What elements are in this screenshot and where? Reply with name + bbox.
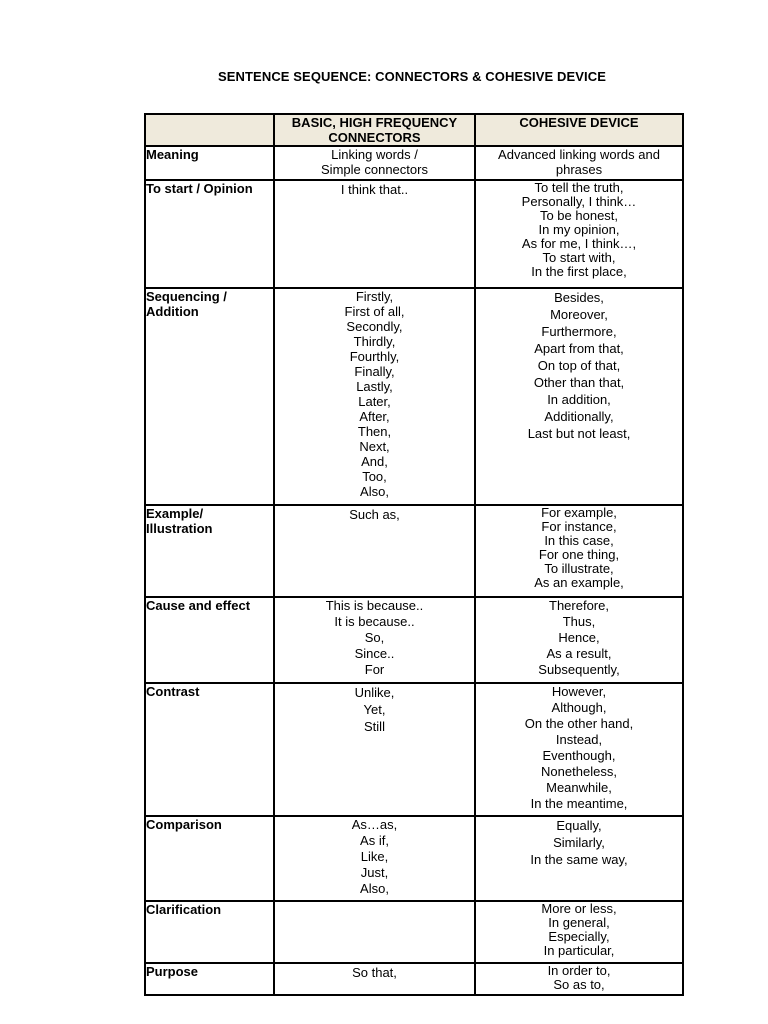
- cohesive-item: In order to,: [547, 963, 611, 978]
- cohesive-item: On the other hand,: [524, 716, 634, 731]
- cohesive-item: Furthermore,: [541, 324, 617, 339]
- cohesive-item: Especially,: [548, 929, 610, 944]
- cohesive-item: As for me, I think…,: [521, 236, 637, 251]
- connector-item: Simple connectors: [321, 162, 428, 177]
- table-row: [145, 597, 683, 683]
- table-row: [145, 146, 683, 180]
- cohesive-item: Thus,: [562, 614, 596, 629]
- category-text: Cause and effect: [146, 598, 251, 613]
- cohesive-item: Similarly,: [553, 835, 605, 850]
- cohesive-item: In general,: [548, 915, 610, 930]
- connector-item: Linking words /: [331, 147, 418, 162]
- connector-item: Also,: [360, 484, 389, 499]
- cohesive-item: Besides,: [554, 290, 604, 305]
- category-text: Contrast: [146, 684, 200, 699]
- connector-item: First of all,: [344, 304, 405, 319]
- connector-item: Unlike,: [354, 685, 395, 700]
- connector-item: For: [364, 662, 385, 677]
- basic-connectors-cell: [274, 901, 475, 963]
- row-category-label: [145, 146, 274, 180]
- cohesive-item: In addition,: [547, 392, 611, 407]
- header-line: CONNECTORS: [328, 130, 421, 145]
- category-text: Purpose: [146, 964, 199, 979]
- connector-item: Then,: [357, 424, 392, 439]
- cohesive-item: As an example,: [534, 575, 624, 590]
- connector-item: I think that..: [340, 182, 409, 197]
- basic-connectors-cell: [274, 180, 475, 288]
- connector-item: Too,: [362, 469, 387, 484]
- cohesive-item: Equally,: [556, 818, 602, 833]
- category-text: To start / Opinion: [146, 181, 253, 196]
- category-text: Example/: [146, 506, 204, 521]
- row-category-label: [145, 816, 274, 901]
- cohesive-item: As a result,: [546, 646, 612, 661]
- cohesive-item: Personally, I think…: [521, 194, 637, 209]
- header-category: [145, 114, 274, 146]
- connector-item: Later,: [358, 394, 391, 409]
- cohesive-device-cell: [475, 288, 683, 505]
- connector-item: Still: [364, 719, 385, 734]
- cohesive-item: Therefore,: [549, 598, 609, 613]
- cohesive-item: To illustrate,: [544, 561, 614, 576]
- row-category-label: [145, 963, 274, 995]
- connector-item: Secondly,: [346, 319, 403, 334]
- row-category-label: [145, 505, 274, 597]
- cohesive-item: phrases: [555, 162, 603, 177]
- cohesive-device-cell: [475, 901, 683, 963]
- category-text: Comparison: [146, 817, 222, 832]
- cohesive-item: Hence,: [558, 630, 600, 645]
- category-text: Clarification: [146, 902, 222, 917]
- cohesive-item: Advanced linking words and: [498, 147, 660, 162]
- connector-item: Since..: [354, 646, 395, 661]
- table-row: [145, 683, 683, 816]
- connector-item: Yet,: [363, 702, 386, 717]
- cohesive-item: On top of that,: [537, 358, 621, 373]
- basic-connectors-cell: [274, 146, 475, 180]
- cohesive-item: So as to,: [553, 977, 605, 992]
- table-row: [145, 180, 683, 288]
- cohesive-item: Meanwhile,: [546, 780, 612, 795]
- cohesive-device-cell: [475, 683, 683, 816]
- cohesive-item: Apart from that,: [534, 341, 624, 356]
- header-basic-connectors: [274, 114, 475, 146]
- header-cohesive-device: [475, 114, 683, 146]
- cohesive-item: In this case,: [544, 533, 614, 548]
- cohesive-item: More or less,: [541, 901, 617, 916]
- basic-connectors-cell: [274, 683, 475, 816]
- connector-item: Firstly,: [355, 289, 394, 304]
- row-category-label: [145, 288, 274, 505]
- basic-connectors-cell: [274, 963, 475, 995]
- table-row: [145, 816, 683, 901]
- header-line: BASIC, HIGH FREQUENCY: [291, 115, 458, 130]
- cohesive-device-cell: [475, 597, 683, 683]
- cohesive-item: Other than that,: [533, 375, 625, 390]
- connector-item: So that,: [352, 965, 397, 980]
- table-row: [145, 288, 683, 505]
- cohesive-item: To start with,: [542, 250, 616, 265]
- connector-item: Thirdly,: [353, 334, 396, 349]
- connector-item: Like,: [360, 849, 389, 864]
- cohesive-item: Although,: [551, 700, 607, 715]
- cohesive-item: For instance,: [541, 519, 617, 534]
- basic-connectors-cell: [274, 505, 475, 597]
- cohesive-item: For example,: [541, 505, 617, 520]
- cohesive-item: However,: [551, 684, 607, 699]
- header-row: [145, 114, 683, 146]
- cohesive-item: To be honest,: [539, 208, 619, 223]
- category-text: Meaning: [146, 147, 199, 162]
- connector-item: This is because..: [325, 598, 424, 613]
- connector-item: Such as,: [349, 507, 400, 522]
- category-text: Illustration: [146, 521, 213, 536]
- cohesive-item: Subsequently,: [538, 662, 620, 677]
- cohesive-item: In the same way,: [530, 852, 628, 867]
- cohesive-item: For one thing,: [538, 547, 620, 562]
- cohesive-device-cell: [475, 505, 683, 597]
- cohesive-item: In the meantime,: [530, 796, 628, 811]
- connector-item: As…as,: [351, 817, 398, 832]
- cohesive-item: Last but not least,: [527, 426, 631, 441]
- basic-connectors-cell: [274, 597, 475, 683]
- cohesive-device-cell: [475, 146, 683, 180]
- document-title: SENTENCE SEQUENCE: CONNECTORS & COHESIVE DEVICE: [217, 69, 607, 84]
- cohesive-item: Moreover,: [550, 307, 608, 322]
- connector-item: Also,: [360, 881, 389, 896]
- cohesive-item: In my opinion,: [538, 222, 620, 237]
- table-row: [145, 901, 683, 963]
- connector-item: Just,: [360, 865, 389, 880]
- connector-item: Next,: [359, 439, 390, 454]
- category-text: Sequencing /: [146, 289, 227, 304]
- cohesive-item: To tell the truth,: [534, 180, 624, 195]
- table-row: [145, 963, 683, 995]
- cohesive-item: Additionally,: [544, 409, 614, 424]
- connector-item: Fourthly,: [349, 349, 400, 364]
- row-category-label: [145, 683, 274, 816]
- cohesive-device-cell: [475, 180, 683, 288]
- header-line: COHESIVE DEVICE: [519, 115, 639, 130]
- cohesive-item: Eventhough,: [542, 748, 616, 763]
- cohesive-item: Instead,: [555, 732, 603, 747]
- cohesive-device-cell: [475, 816, 683, 901]
- connector-item: After,: [359, 409, 390, 424]
- row-category-label: [145, 901, 274, 963]
- category-text: Addition: [146, 304, 199, 319]
- connector-item: Lastly,: [356, 379, 393, 394]
- row-category-label: [145, 597, 274, 683]
- cohesive-item: Nonetheless,: [541, 764, 617, 779]
- row-category-label: [145, 180, 274, 288]
- connectors-table: [144, 113, 684, 996]
- connector-item: As if,: [360, 833, 389, 848]
- basic-connectors-cell: [274, 288, 475, 505]
- connector-item: Finally,: [354, 364, 395, 379]
- cohesive-item: In particular,: [543, 943, 615, 958]
- basic-connectors-cell: [274, 816, 475, 901]
- connector-item: And,: [361, 454, 388, 469]
- connector-item: It is because..: [334, 614, 415, 629]
- connector-item: So,: [364, 630, 385, 645]
- cohesive-device-cell: [475, 963, 683, 995]
- cohesive-item: In the first place,: [531, 264, 627, 279]
- table-row: [145, 505, 683, 597]
